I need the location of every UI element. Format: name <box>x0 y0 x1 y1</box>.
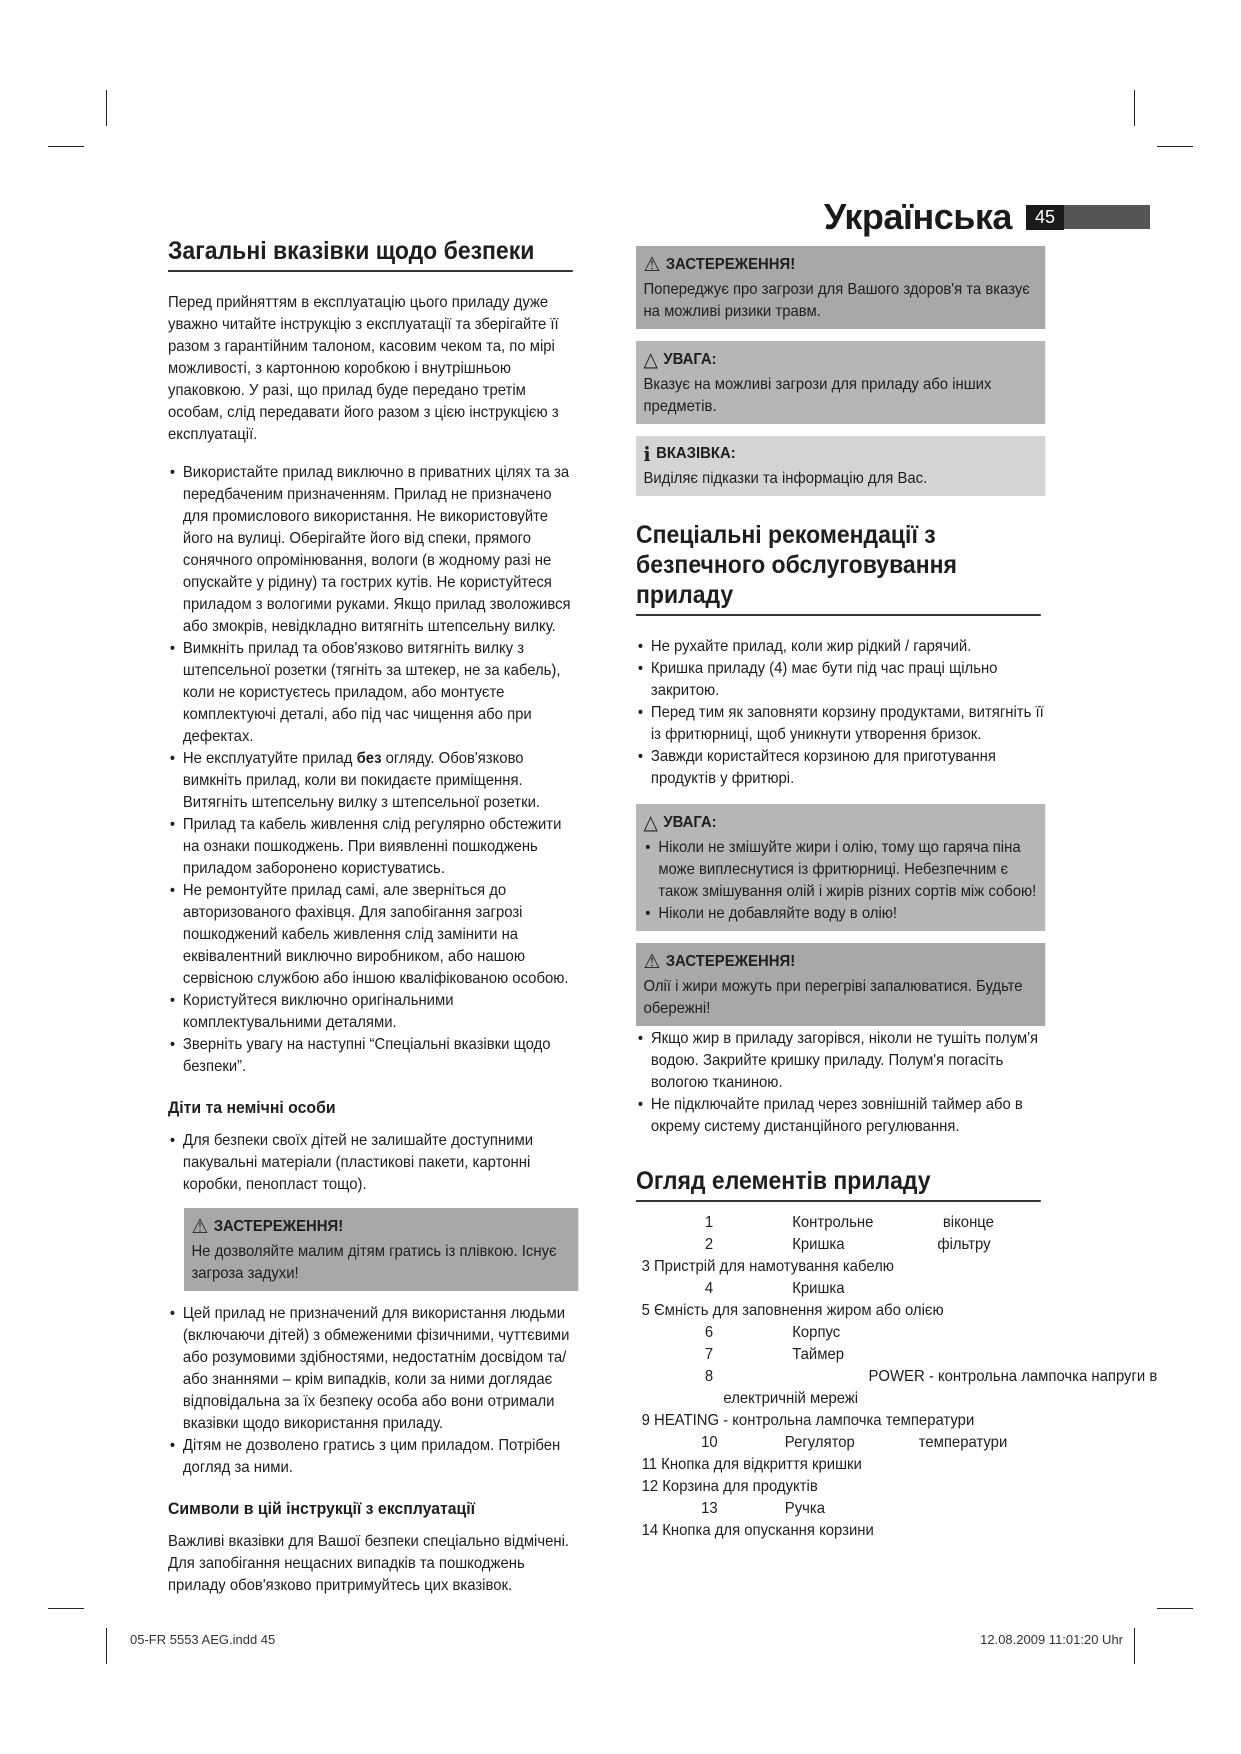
parts-title: Огляд елементів приладу <box>636 1166 1041 1202</box>
crop-mark <box>1157 146 1193 147</box>
list-item: • Не експлуатуйте прилад без огляду. Обов'язково вимкніть прилад, коли ви покидаєте приміщення. Витягніть штепсельну вилку з штепсельної розетки. <box>168 748 577 814</box>
list-item: • Прилад та кабель живлення слід регулярно обстежити на ознаки пошкоджень. При виявленні пошкоджень приладом заборонено користуватись. <box>168 814 577 880</box>
crop-mark <box>48 1608 84 1609</box>
parts-list <box>636 1212 1158 1542</box>
parts-row: 4 Кришка <box>704 1280 845 1297</box>
warning-triangle-icon: ⚠ <box>643 951 661 973</box>
parts-row: 9 HEATING - контрольна лампочка температури <box>641 1412 975 1429</box>
list-item: • Користуйтеся виключно оригінальними комплектувальними деталями. <box>168 990 577 1034</box>
parts-row: електричній мережі <box>723 1390 859 1407</box>
parts-row: 14 Кнопка для опускання корзини <box>641 1522 874 1539</box>
crop-mark <box>1134 90 1135 126</box>
safety-intro: Перед прийняттям в експлуатацію цього приладу дуже уважно читайте інструкцію з експлуатації та зберігайте її разом з гарантійним талоном, касовим чеком та, по мірі можливості, з картонною коробкою і внутрішньою упаковкою. У разі, що прилад буде передано третім особам, слід передавати його разом з цією інструкцією з експлуатації. <box>168 294 559 443</box>
list-item: • Зверніть увагу на наступні “Спеціальні вказівки щодо безпеки”. <box>168 1034 577 1078</box>
parts-row: 1 Контрольне віконце <box>704 1214 994 1231</box>
children-list-2 <box>168 1303 577 1479</box>
page-bar <box>1064 205 1150 229</box>
safety-list <box>168 462 577 1078</box>
note-title: ВКАЗІВКА: <box>656 445 736 462</box>
list-item: • Дітям не дозволено гратись з цим приладом. Потрібен догляд за ними. <box>168 1435 577 1479</box>
special-list <box>636 636 1045 790</box>
page-number: 45 <box>1026 205 1064 230</box>
list-item: • Вимкніть прилад та обов'язково витягніть вилку з штепсельної розетки (тягніть за штекер, не за кабель), коли не користуєтесь приладом, або монтуєте комплектуючі деталі, або під час чищення або при дефектах. <box>168 638 577 748</box>
warning-text: Не дозволяйте малим дітям гратись із плівкою. Існує загроза задухи! <box>191 1243 557 1282</box>
children-list <box>168 1130 577 1196</box>
list-item: • Завжди користайтеся корзиною для приготування продуктів у фритюрі. <box>636 746 1045 790</box>
warning-title: ⚠ ЗАСТЕРЕЖЕННЯ! <box>191 1216 344 1238</box>
parts-row: 8 POWER - контрольна лампочка напруги в <box>704 1368 1158 1385</box>
crop-mark <box>48 146 84 147</box>
parts-row: 2 Кришка фільтру <box>704 1236 991 1253</box>
list-item: • Не підключайте прилад через зовнішній таймер або в окрему систему дистанційного регулювання. <box>636 1094 1045 1138</box>
caution-triangle-icon: △ <box>643 349 658 371</box>
list-item: • Не ремонтуйте прилад самі, але зверніться до авторизованого фахівця. Для запобігання загрозі пошкоджений кабель живлення слід замінити на еквівалентний виключно виробником, або нашою сервісною службою або іншою кваліфікованою особою. <box>168 880 577 990</box>
warning-triangle-icon: ⚠ <box>643 254 661 276</box>
language-title: Українська <box>823 196 1012 237</box>
footer-timestamp: 12.08.2009 11:01:20 Uhr <box>980 1632 1123 1647</box>
list-item: • Не рухайте прилад, коли жир рідкий / гарячий. <box>636 636 1045 658</box>
list-item: • Якщо жир в приладу загорівся, ніколи не тушіть полум'я водою. Закрийте кришку приладу. Полум'я погасіть вологою тканиною. <box>636 1028 1045 1094</box>
warning-legend-box <box>636 246 1045 329</box>
parts-row: 7 Таймер <box>704 1346 845 1363</box>
list-item: • Кришка приладу (4) має бути під час праці щільно закритою. <box>636 658 1045 702</box>
caution-triangle-icon: △ <box>643 812 658 834</box>
safety-title: Загальні вказівки щодо безпеки <box>168 236 573 272</box>
parts-row: 11 Кнопка для відкриття кришки <box>641 1456 862 1473</box>
footer-file: 05-FR 5553 AEG.indd 45 <box>130 1632 276 1647</box>
children-warning-box <box>184 1208 578 1291</box>
list-item: • Для безпеки своїх дітей не залишайте доступними пакувальні матеріали (пластикові пакети, картонні коробки, пенопласт тощо). <box>168 1130 577 1196</box>
caution-box <box>636 804 1045 931</box>
language-header <box>824 196 1150 238</box>
parts-row: 5 Ємність для заповнення жиром або олією <box>641 1302 944 1319</box>
crop-mark <box>1134 1628 1135 1664</box>
list-item: • Ніколи не змішуйте жири і олію, тому що гаряча піна може виплеснутися із фритюрниці. Небезпечним є також змішування олій і жирів різних сортів між собою! <box>643 837 1037 903</box>
warning-title: ЗАСТЕРЕЖЕННЯ! <box>665 255 796 273</box>
caution-title: УВАГА: <box>663 350 717 368</box>
fire-list <box>636 1028 1045 1138</box>
children-title: Діти та немічні особи <box>168 1098 336 1117</box>
note-legend-box <box>636 436 1045 496</box>
list-item: • Використайте прилад виключно в приватних цілях та за передбаченим призначенням. Прилад не призначено для промислового використання. Не використовуйте його на вулиці. Оберігайте його від спеки, прямого сонячного опромінювання, вологи (в жодному разі не опускайте у рідину) та гострих кутів. Не користуйтеся приладом з вологими руками. Якщо прилад зволожився або змокрів, невідкладно витягніть штепсельну вилку. <box>168 462 577 638</box>
parts-row: 12 Корзина для продуктів <box>641 1478 818 1495</box>
warning-text: Олії і жири можуть при перегріві запалюватися. Будьте обережні! <box>643 978 1023 1017</box>
caution-text: Вказує на можливі загрози для приладу або інших предметів. <box>643 376 992 415</box>
list-item: • Перед тим як заповняти корзину продуктами, витягніть її із фритюрниці, щоб уникнути утворення бризок. <box>636 702 1045 746</box>
crop-mark <box>106 90 107 126</box>
left-column <box>168 236 608 1613</box>
note-text: Виділяє підказки та інформацію для Вас. <box>643 470 928 487</box>
caution-title: УВАГА: <box>663 813 717 831</box>
parts-row: 10 Регулятор температури <box>701 1434 1008 1451</box>
caution-legend-box <box>636 341 1045 424</box>
caution-list <box>643 837 1037 925</box>
list-item: • Ніколи не добавляйте воду в олію! <box>643 903 1037 925</box>
crop-mark <box>106 1628 107 1664</box>
crop-mark <box>1157 1608 1193 1609</box>
parts-row: 13 Ручка <box>701 1500 826 1517</box>
right-column <box>636 246 1158 1542</box>
symbols-title: Символи в цій інструкції з експлуатації <box>168 1499 476 1518</box>
warning-triangle-icon: ⚠ <box>191 1216 209 1238</box>
symbols-text: Важливі вказівки для Вашої безпеки спеціально відмічені. Для запобігання нещасних випадків та пошкоджень приладу обов'язково притримуйтесь цих вказівок. <box>168 1533 570 1594</box>
warning-text: Попереджує про загрози для Вашого здоров'я та вказує на можливі ризики травм. <box>643 281 1030 320</box>
info-icon: i <box>643 442 651 466</box>
parts-row: 6 Корпус <box>704 1324 841 1341</box>
warning-box <box>636 943 1045 1026</box>
special-title: Спеціальні рекомендації з безпечного обслуговування приладу <box>636 520 1041 616</box>
warning-title: ЗАСТЕРЕЖЕННЯ! <box>665 952 796 970</box>
list-item: • Цей прилад не призначений для використання людьми (включаючи дітей) з обмеженими фізичними, чуттєвими або розумовими здібностями, недостатнім досвідом та/ або знаннями – крім випадків, коли за ними доглядає відповідальна за їх безпеку особа або вони отримали вказівки щодо використання приладу. <box>168 1303 577 1435</box>
parts-row: 3 Пристрій для намотування кабелю <box>641 1258 894 1275</box>
